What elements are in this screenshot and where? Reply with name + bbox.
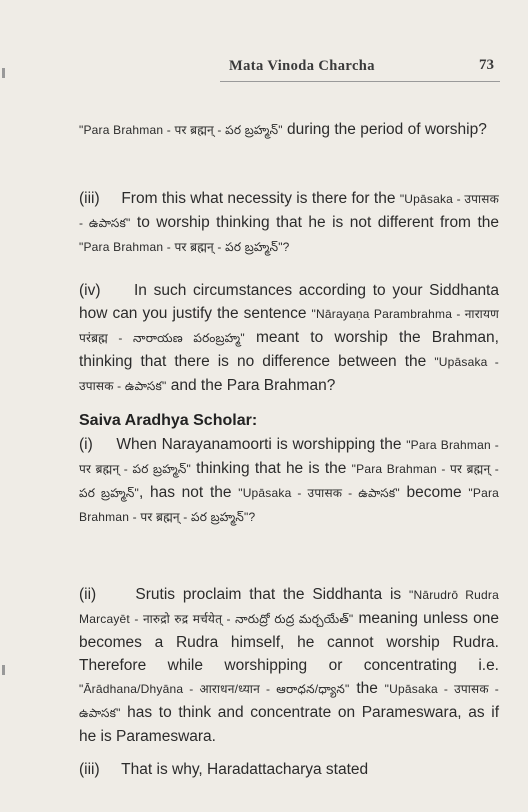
text-run: become [399, 484, 469, 501]
section-heading: Saiva Aradhya Scholar: [79, 412, 258, 429]
quoted-term: "Nārudrō Rudra Marcayēt - नारुद्रो रुद्र मर्चयेत् - నారుద్రో రుద్ర మర్చయేత్" [79, 588, 499, 626]
text-run: to worship thinking that he is not different from the [130, 214, 499, 231]
paragraph-question-iv [79, 279, 499, 398]
page-number: 73 [479, 57, 494, 73]
running-title: Mata Vinoda Charcha [229, 58, 375, 74]
text-run: , has not the [138, 484, 239, 501]
text-run: (iii) From this what necessity is there for the [79, 190, 400, 207]
paragraph-question-iii [79, 187, 499, 259]
text-run: (i) When Narayanamoorti is worshipping the [79, 436, 407, 453]
text-run: during the period of worship? [282, 121, 487, 138]
quoted-term: "Upāsaka - उपासक - ఉపాసక" [238, 486, 400, 500]
header-rule [220, 81, 500, 82]
quoted-term: "Upāsaka - उपासक - ఉపాసక" [79, 355, 499, 393]
quoted-term: "Upāsaka - उपासक - ఉపాసక" [79, 682, 499, 720]
quoted-term: "Para Brahman - पर ब्रह्मन् - పర బ్రహ్మన్" [79, 123, 283, 137]
margin-mark [2, 665, 5, 675]
quoted-term: "Nārayaṇa Parambrahma - नारायण परंब्रह्म - నారాయణ పరంబ్రహ్మ" [79, 307, 499, 345]
text-run: (iv) In such circumstances according to your Siddhanta how can you justify the sentence [79, 282, 499, 322]
text-run: (iii) That is why, Haradattacharya stated [79, 761, 369, 778]
paragraph-answer-ii [79, 583, 499, 748]
quoted-term: "Para Brahman - पर ब्रह्मन् - పర బ్రహ్మన్"? [79, 486, 500, 524]
text-run: the [349, 680, 385, 697]
text-run: thinking that he is the [190, 460, 352, 477]
quoted-term: "Para Brahman - पर ब्रह्मन् - పర బ్రహ్మన్" [79, 438, 499, 476]
paragraph-answer-iii [79, 758, 499, 781]
text-run: meaning unless one becomes a Rudra himself, he cannot worship Rudra. Therefore while worshipping or concentrating i.e. [79, 610, 499, 674]
text-run: has to think and concentrate on Parameswara, as if he is Parameswara. [79, 704, 499, 745]
quoted-term: "Upāsaka - उपासक - ఉపాసక" [79, 192, 499, 230]
text-run: and the Para Brahman? [166, 377, 336, 394]
margin-mark [2, 68, 5, 78]
quoted-term: "Ārādhana/Dhyāna - आराधन/ध्यान - ఆరాధన/ధ్యాన" [79, 682, 350, 696]
text-run: meant to worship the Brahman, thinking that there is no difference between the [79, 329, 499, 370]
paragraph-answer-i [79, 433, 499, 529]
text-run: (ii) Srutis proclaim that the Siddhanta is [79, 586, 410, 603]
quoted-term: "Para Brahman - पर ब्रह्मन् - పర బ్రహ్మన్" [79, 462, 499, 500]
paragraph [79, 118, 499, 142]
quoted-term: "Para Brahman - पर ब्रह्मन् - పర బ్రహ్మన్"? [79, 240, 290, 254]
